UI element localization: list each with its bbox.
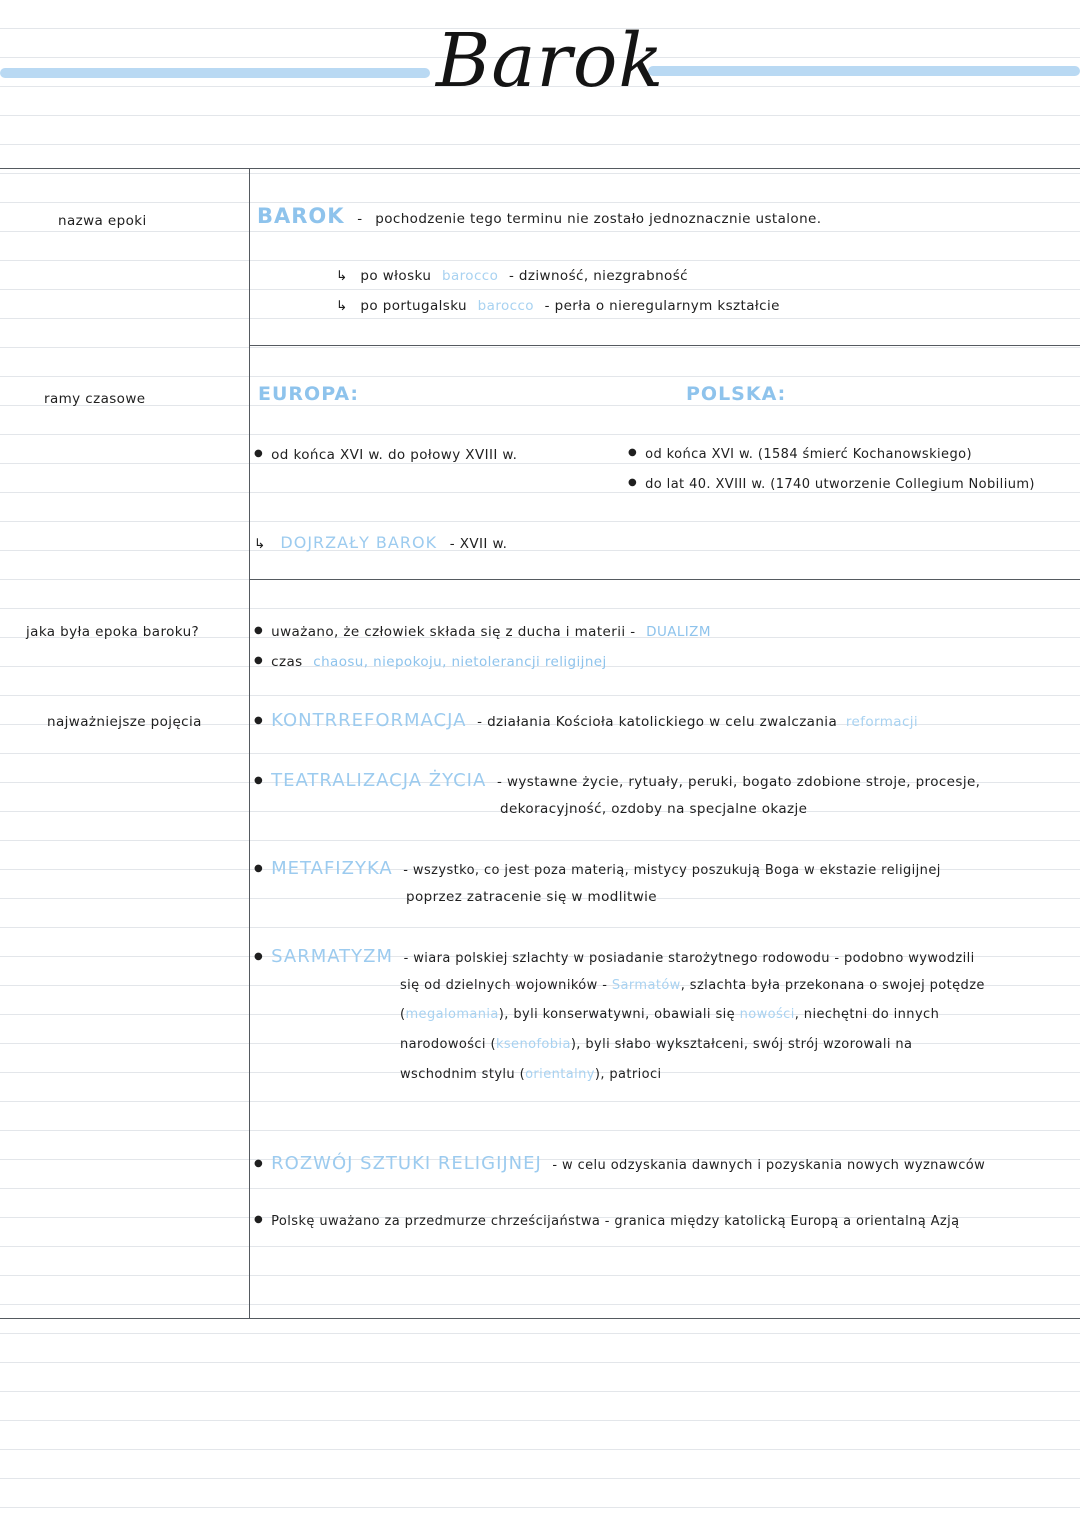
dojrzaly-barok-term: DOJRZAŁY BAROK <box>280 533 438 552</box>
row-divider-1 <box>249 345 1080 346</box>
orientalny-word: orientalny <box>525 1067 595 1082</box>
bullet-icon: ● <box>254 1158 264 1169</box>
sarmatyzm-line-4: narodowości (ksenofobia), byli słabo wykształceni, swój strój wzorowali na <box>400 1037 913 1052</box>
bullet-icon: ● <box>254 448 264 459</box>
bullet-icon: ● <box>254 951 264 962</box>
italian-origin-line <box>336 268 688 284</box>
title-banner-right <box>648 66 1080 76</box>
bullet-icon: ● <box>254 715 264 726</box>
sarmatyzm-line-5: wschodnim stylu (orientalny), patrioci <box>400 1067 662 1082</box>
page-title: Barok <box>436 18 665 104</box>
ksenofobia-word: ksenofobia <box>495 1037 571 1052</box>
bullet-icon: ● <box>254 625 264 636</box>
sarmatyzm-line: ● SARMATYZM - wiara polskiej szlachty w posiadanie starożytnego rodowodu - podobno wywodzili <box>254 946 975 967</box>
barok-dash: - <box>357 211 363 227</box>
barok-term: BAROK <box>257 204 345 228</box>
przedmurze-line: ● Polskę uważano za przedmurze chrześcijaństwa - granica między katolicką Europą a orientalną Azją <box>254 1214 960 1229</box>
polska-heading: POLSKA: <box>686 383 787 405</box>
kontrreformacja-term: KONTRREFORMACJA <box>271 710 467 731</box>
reformacja-word: reformacji <box>845 714 919 730</box>
portuguese-meaning: - perła o nieregularnym kształcie <box>544 298 780 314</box>
portuguese-prefix: po portugalsku <box>360 298 467 314</box>
arrow-icon: ↳ <box>254 536 266 552</box>
bullet-icon: ● <box>254 775 264 786</box>
teatralizacja-line: ● TEATRALIZACJA ŻYCIA - wystawne życie, rytuały, peruki, bogato zdobione stroje, procesje, <box>254 770 981 791</box>
arrow-icon: ↳ <box>336 268 348 284</box>
dojrzaly-barok-line <box>254 533 507 552</box>
table-bottom-border <box>0 1318 1080 1319</box>
metafizyka-line: ● METAFIZYKA - wszystko, co jest poza materią, mistycy poszukują Boga w ekstazie religijnej <box>254 858 941 879</box>
portuguese-word: barocco <box>477 298 534 314</box>
bullet-icon: ● <box>254 655 264 666</box>
kontrreformacja-line: ● KONTRREFORMACJA - działania Kościoła katolickiego w celu zwalczania reformacji <box>254 710 919 731</box>
italian-meaning: - dziwność, niezgrabność <box>508 268 688 284</box>
europa-heading: EUROPA: <box>258 383 360 405</box>
metafizyka-term: METAFIZYKA <box>271 858 393 879</box>
label-najwazniejsze-pojecia: najważniejsze pojęcia <box>47 714 202 730</box>
chaos-terms: chaosu, niepokoju, nietolerancji religijnej <box>313 654 607 670</box>
dualizm-line: ● uważano, że człowiek składa się z ducha i materii - DUALIZM <box>254 624 711 640</box>
label-jaka-byla-epoka: jaka była epoka baroku? <box>26 624 200 640</box>
italian-word: barocco <box>441 268 499 284</box>
sarmatyzm-line-3: (megalomania), byli konserwatywni, obawiali się nowości, niechętni do innych <box>400 1007 940 1022</box>
italian-prefix: po włosku <box>360 268 432 284</box>
rozwoj-line: ● ROZWÓJ SZTUKI RELIGIJNEJ - w celu odzyskania dawnych i pozyskania nowych wyznawców <box>254 1153 986 1174</box>
table-top-border <box>0 168 1080 169</box>
column-divider <box>249 168 250 1318</box>
europa-range: ● od końca XVI w. do połowy XVIII w. <box>254 447 518 463</box>
megalomania-word: megalomania <box>405 1007 499 1022</box>
dojrzaly-barok-period: - XVII w. <box>449 536 508 552</box>
row-divider-2 <box>249 579 1080 580</box>
bullet-icon: ● <box>628 477 638 488</box>
title-banner-left <box>0 68 430 78</box>
metafizyka-line-2: poprzez zatracenie się w modlitwie <box>406 889 658 905</box>
sarmatyzm-line-2: się od dzielnych wojowników - Sarmatów, szlachta była przekonana o swojej potędze <box>400 978 985 993</box>
label-nazwa-epoki: nazwa epoki <box>58 213 147 229</box>
teatralizacja-line-2: dekoracyjność, ozdoby na specjalne okazje <box>500 801 808 817</box>
sarmatyzm-term: SARMATYZM <box>271 946 394 967</box>
arrow-icon: ↳ <box>336 298 348 314</box>
chaos-line: ● czas chaosu, niepokoju, nietolerancji religijnej <box>254 654 607 670</box>
portuguese-origin-line <box>336 298 780 314</box>
barok-definition: pochodzenie tego terminu nie zostało jednoznacznie ustalone. <box>375 211 822 227</box>
nowosci-word: nowości <box>739 1007 795 1022</box>
polska-end: ● do lat 40. XVIII w. (1740 utworzenie Collegium Nobilium) <box>628 477 1035 492</box>
barok-definition-line <box>257 204 821 228</box>
bullet-icon: ● <box>254 863 264 874</box>
bullet-icon: ● <box>628 447 638 458</box>
label-ramy-czasowe: ramy czasowe <box>44 391 146 407</box>
dualizm-term: DUALIZM <box>646 624 711 640</box>
rozwoj-term: ROZWÓJ SZTUKI RELIGIJNEJ <box>271 1153 542 1174</box>
sarmatow-word: Sarmatów <box>611 978 681 993</box>
bullet-icon: ● <box>254 1214 264 1225</box>
polska-start: ● od końca XVI w. (1584 śmierć Kochanowskiego) <box>628 447 972 462</box>
teatralizacja-term: TEATRALIZACJA ŻYCIA <box>271 770 487 791</box>
